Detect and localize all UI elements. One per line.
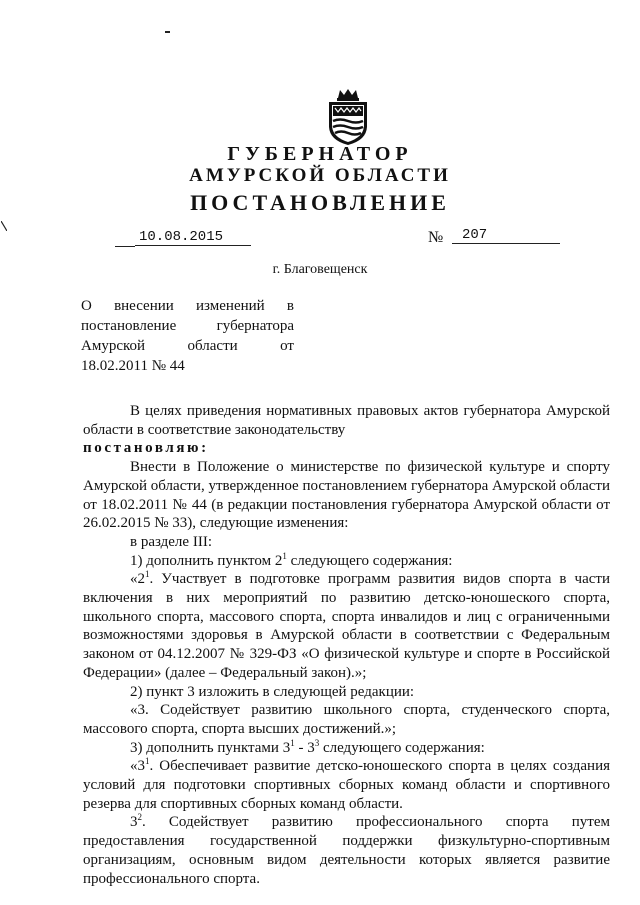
city-name: г. Благовещенск (272, 262, 368, 277)
margin-mark (1, 221, 7, 231)
paragraph: «$2^1$. Участвует в подготовке программ развития видов спорта в части включения в них мероприятий по развитию детско-юношеского спорта, школьного спорта, массового спорта, спорта инвалидов и лиц с ограниченными возможностями здоровья в Амурской области в соответствии с Федеральным законом от 04.12.2007 № 329-ФЗ «О физической культуре и спорте в Российской Федерации» (далее – Федеральный закон).»; (83, 569, 610, 681)
subject-line: Амурской области от (81, 338, 294, 354)
header-region: АМУРСКОЙ ОБЛАСТИ (189, 165, 451, 186)
date-underline (115, 246, 135, 247)
paragraph: 3) дополнить пунктами $3^1 - 3^3$ следующего содержания: (130, 737, 485, 756)
paragraph: 1) дополнить пунктом $2^1$ следующего содержания: (130, 550, 453, 569)
paragraph: Внести в Положение о министерстве по физической культуре и спорту Амурской области, утвержденное постановлением губернатора Амурской области от 18.02.2011 № 44 (в редакции постановления губернатора Амурской области от 26.02.2015 № 33), следующие изменения: (83, 459, 610, 532)
paragraph: $3^2$. Содействует развитию профессионального спорта путем предоставления государственной поддержки физкультурно-спортивным организациям, основным видом деятельности которых является развитие профессионального спорта. (83, 812, 610, 887)
subject-line: 18.02.2011 № 44 (81, 358, 185, 374)
subject-line: О внесении изменений в (81, 298, 294, 314)
document-date: 10.08.2015 (135, 229, 251, 246)
document-type-title: ПОСТАНОВЛЕНИЕ (190, 190, 450, 215)
paragraph: «3. Содействует развитию школьного спорта, студенческого спорта, массового спорта, спорта высших достижений.»; (83, 702, 610, 737)
scan-mark (165, 31, 170, 33)
paragraph: «$3^1$. Обеспечивает развитие детско-юношеского спорта в целях создания условий для подготовки спортивных сборных команд области и спортивного резерва для спортивных сборных команд области. (83, 756, 610, 812)
decree-word: постановляю: (83, 440, 209, 457)
number-sign: № (428, 229, 444, 246)
coat-of-arms-icon (324, 88, 372, 146)
intro-paragraph: В целях приведения нормативных правовых актов губернатора Амурской области в соответствие законодательству (83, 403, 610, 438)
paragraph: 2) пункт 3 изложить в следующей редакции: (130, 683, 415, 700)
document-number: 207 (452, 227, 560, 244)
paragraph: в разделе III: (130, 533, 212, 550)
header-title-governor: ГУБЕРНАТОР (227, 143, 413, 165)
document-subject (81, 296, 294, 376)
document-body (83, 402, 610, 888)
subject-line: постановление губернатора (81, 318, 294, 334)
